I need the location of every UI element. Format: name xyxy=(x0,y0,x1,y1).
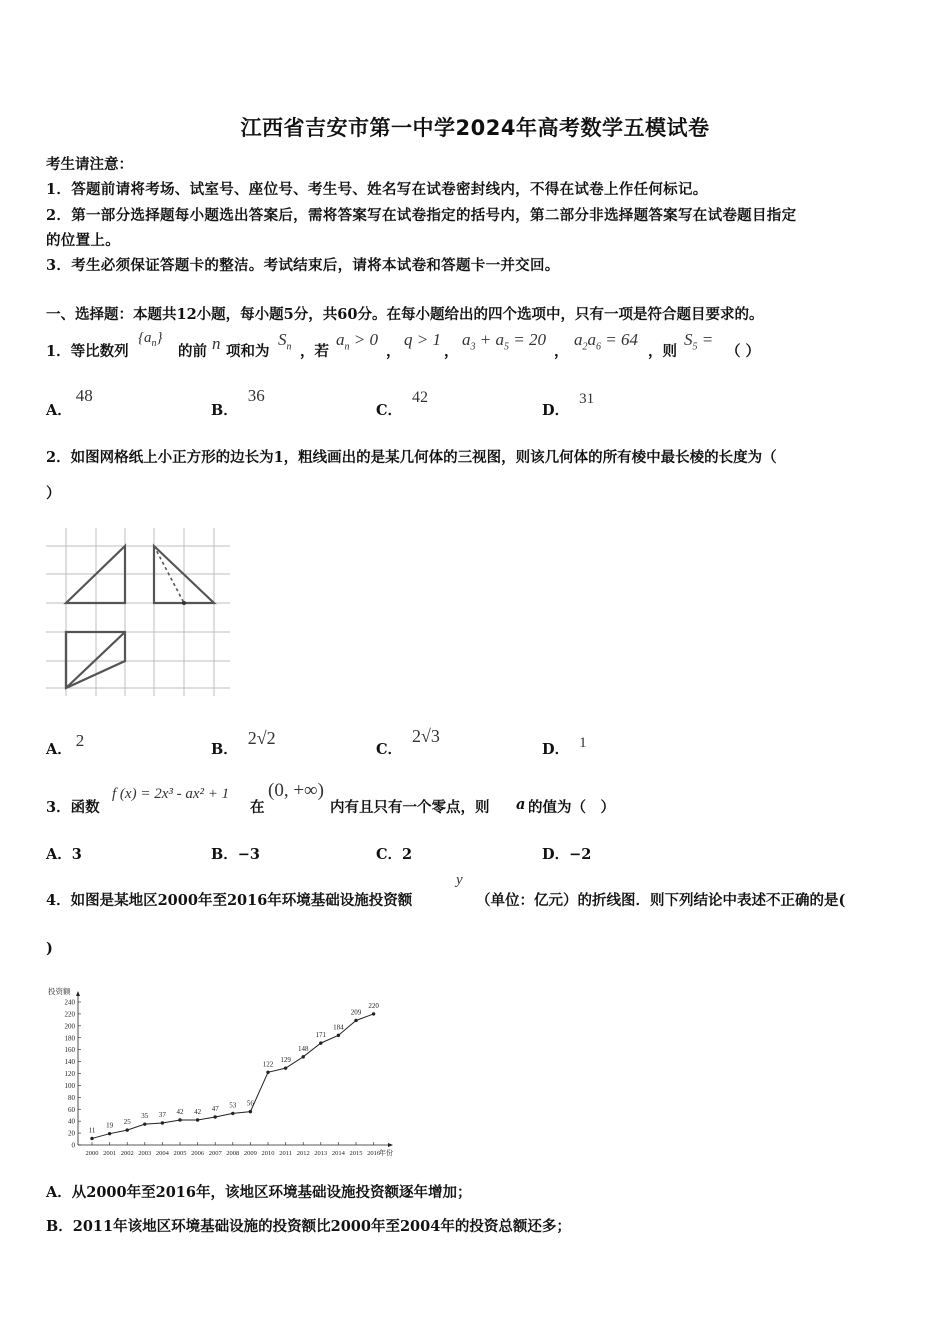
q1-text: 项和为 xyxy=(226,343,270,360)
chart-y-tick-label: 160 xyxy=(64,1046,75,1055)
chart-data-point xyxy=(178,1118,181,1121)
q3-text: 的值为（ ） xyxy=(528,799,615,816)
chart-x-tick-label: 2009 xyxy=(243,1150,257,1157)
q1-comma: ， xyxy=(444,343,459,360)
q1-condition-4: $a_2a_6 = 64$ xyxy=(574,330,638,353)
option-a[interactable]: A．3 xyxy=(46,846,82,863)
notice-item: 的位置上。 xyxy=(46,232,120,249)
chart-data-label: 56 xyxy=(246,1099,254,1108)
chart-x-tick-label: 2005 xyxy=(173,1150,187,1157)
notice-item: 1．答题前请将考场、试室号、座位号、考生号、姓名写在试卷密封线内，不得在试卷上作任何标记。 xyxy=(46,181,708,198)
chart-y-tick-label: 120 xyxy=(64,1070,75,1078)
chart-x-axis-label: 年份 xyxy=(379,1149,393,1157)
grid-lines xyxy=(46,528,230,696)
chart-x-tick-label: 2007 xyxy=(208,1150,222,1157)
chart-data-label: 184 xyxy=(333,1023,344,1032)
q1-condition-1: $a_n > 0$ xyxy=(336,330,378,353)
q1-condition-3: $a_3 + a_5 = 20$ xyxy=(462,330,546,353)
chart-data-label: 220 xyxy=(368,1001,379,1010)
q1-ask: $S_5$ = xyxy=(684,330,714,353)
chart-y-tick-label: 100 xyxy=(64,1081,75,1090)
q4-option-a[interactable]: A．从2000年至2016年，该地区环境基础设施投资额逐年增加； xyxy=(46,1184,472,1201)
chart-data-point xyxy=(337,1034,340,1037)
chart-data-label: 37 xyxy=(158,1110,166,1119)
chart-y-axis-arrow xyxy=(76,991,80,996)
chart-data-label: 25 xyxy=(123,1118,131,1127)
chart-data-point xyxy=(196,1118,199,1121)
chart-x-tick-label: 2006 xyxy=(191,1150,205,1157)
q4-text: 4．如图是某地区2000年至2016年环境基础设施投资额 xyxy=(46,892,413,909)
chart-y-axis-label: 投资额 xyxy=(48,987,71,996)
question-2-text: 2．如图网格纸上小正方形的边长为1，粗线画出的是某几何体的三视图，则该几何体的所有棱中最长棱的长度为（ xyxy=(46,449,777,466)
option-d[interactable]: D． 1 xyxy=(542,735,587,758)
chart-data-label: 209 xyxy=(350,1008,362,1017)
q1-sequence: $\{a_n\}$ xyxy=(138,330,163,349)
question-4 xyxy=(46,872,906,912)
chart-data-point xyxy=(143,1122,146,1125)
q4-option-b[interactable]: B．2011年该地区环境基础设施的投资额比2000年至2004年的投资总额还多； xyxy=(46,1218,571,1235)
notice-heading: 考生请注意： xyxy=(46,156,133,173)
chart-data-point xyxy=(249,1110,252,1113)
chart-data-point xyxy=(354,1019,357,1022)
chart-data-label: 11 xyxy=(88,1126,96,1135)
option-c[interactable]: C．2√3 xyxy=(376,726,440,758)
chart-data-label: 122 xyxy=(262,1060,274,1069)
chart-y-tick-label: 180 xyxy=(64,1034,75,1043)
chart-data-point xyxy=(266,1071,269,1074)
q4-var-y: y xyxy=(456,872,463,888)
three-view-figure xyxy=(46,528,230,696)
chart-data-label: 42 xyxy=(176,1107,184,1116)
chart-data-point xyxy=(214,1115,217,1118)
q1-comma: ， xyxy=(386,343,401,360)
chart-x-tick-label: 2013 xyxy=(314,1150,328,1157)
chart-x-tick-label: 2004 xyxy=(155,1150,169,1157)
section-heading: 一、选择题：本题共12小题，每小题5分，共60分。在每小题给出的四个选项中，只有一项是符合题目要求的。 xyxy=(46,306,764,323)
chart-data-label: 35 xyxy=(141,1112,149,1121)
q1-text: ，则 xyxy=(648,343,677,360)
q3-text: 在 xyxy=(250,799,265,816)
chart-x-tick-label: 2010 xyxy=(261,1150,275,1157)
vertex-point xyxy=(182,601,186,605)
chart-series xyxy=(89,1002,380,1140)
q1-sum-symbol: $S_n$ xyxy=(278,330,292,353)
investment-line-chart xyxy=(46,980,398,1160)
option-a[interactable]: A． 2 xyxy=(46,731,85,758)
chart-data-point xyxy=(231,1112,234,1115)
chart-data-point xyxy=(126,1128,129,1131)
chart-y-tick-label: 240 xyxy=(64,998,75,1007)
chart-y-tick-label: 80 xyxy=(68,1093,75,1102)
q3-interval: (0, +∞) xyxy=(268,780,324,801)
chart-data-point xyxy=(108,1132,111,1135)
notice-item: 2．第一部分选择题每小题选出答案后，需将答案写在试卷指定的括号内，第二部分非选择题答案写在试卷题目指定 xyxy=(46,207,797,224)
q1-text: 的前 xyxy=(178,343,207,360)
chart-data-point xyxy=(284,1066,287,1069)
chart-y-tick-label: 40 xyxy=(68,1117,75,1126)
chart-y-tick-label: 140 xyxy=(64,1058,75,1067)
question-2-text-close: ） xyxy=(46,485,61,502)
answer-paren: （ ） xyxy=(726,343,761,360)
chart-x-tick-label: 2003 xyxy=(138,1150,152,1157)
chart-x-tick-label: 2002 xyxy=(120,1150,134,1157)
chart-x-tick-label: 2014 xyxy=(331,1150,345,1157)
chart-data-point xyxy=(319,1041,322,1044)
q1-comma: ， xyxy=(554,343,569,360)
q3-var-a: a xyxy=(516,796,526,813)
chart-series-line xyxy=(92,1014,374,1139)
option-c[interactable]: C．2 xyxy=(376,846,413,863)
chart-data-label: 171 xyxy=(315,1031,327,1040)
chart-x-tick-label: 2012 xyxy=(296,1150,310,1157)
q3-function: f (x) = 2x³ - ax² + 1 xyxy=(112,786,230,802)
chart-y-tick-label: 220 xyxy=(64,1010,75,1019)
option-d[interactable]: D．−2 xyxy=(542,846,592,863)
chart-data-label: 47 xyxy=(211,1104,219,1113)
option-d[interactable]: D．31 xyxy=(542,391,595,419)
chart-x-tick-label: 2001 xyxy=(103,1150,117,1157)
option-b[interactable]: B．2√2 xyxy=(211,728,276,758)
chart-data-label: 19 xyxy=(106,1121,114,1130)
chart-data-point xyxy=(161,1121,164,1124)
chart-x-axis-arrow xyxy=(388,1143,393,1147)
q4-text: （单位：亿元）的折线图．则下列结论中表述不正确的是( xyxy=(476,892,846,909)
q1-condition-2: q > 1 xyxy=(404,330,441,349)
page-title: 江西省吉安市第一中学2024年高考数学五模试卷 xyxy=(240,116,710,140)
chart-y-tick-label: 60 xyxy=(68,1105,75,1114)
q4-text-close: ) xyxy=(46,940,53,957)
chart-x-tick-label: 2016 xyxy=(367,1150,381,1157)
notice-item: 3．考生必须保证答题卡的整洁。考试结束后，请将本试卷和答题卡一并交回。 xyxy=(46,257,560,274)
q1-text: ，若 xyxy=(300,343,329,360)
option-b[interactable]: B．−3 xyxy=(211,846,261,863)
option-b[interactable]: B．36 xyxy=(211,386,265,419)
chart-x-tick-label: 2015 xyxy=(349,1150,363,1157)
chart-data-point xyxy=(90,1137,93,1140)
q1-var-n: n xyxy=(212,334,221,353)
chart-x-tick-label: 2011 xyxy=(279,1150,292,1157)
q3-text: 内有且只有一个零点，则 xyxy=(330,799,490,816)
chart-y-tick-label: 20 xyxy=(68,1129,75,1138)
chart-x-tick-label: 2000 xyxy=(85,1150,99,1157)
chart-y-tick-label: 0 xyxy=(71,1141,75,1150)
q3-text: 3．函数 xyxy=(46,799,100,816)
chart-data-point xyxy=(372,1012,375,1015)
chart-data-label: 53 xyxy=(229,1101,237,1110)
chart-y-tick-label: 200 xyxy=(64,1022,75,1031)
chart-x-tick-label: 2008 xyxy=(226,1150,240,1157)
chart-data-label: 148 xyxy=(297,1044,309,1053)
chart-data-label: 42 xyxy=(194,1107,202,1116)
option-a[interactable]: A．48 xyxy=(46,386,93,419)
chart-data-label: 129 xyxy=(280,1056,291,1065)
q1-text: 1．等比数列 xyxy=(46,343,129,360)
chart-data-point xyxy=(302,1055,305,1058)
option-c[interactable]: C．42 xyxy=(376,389,429,419)
